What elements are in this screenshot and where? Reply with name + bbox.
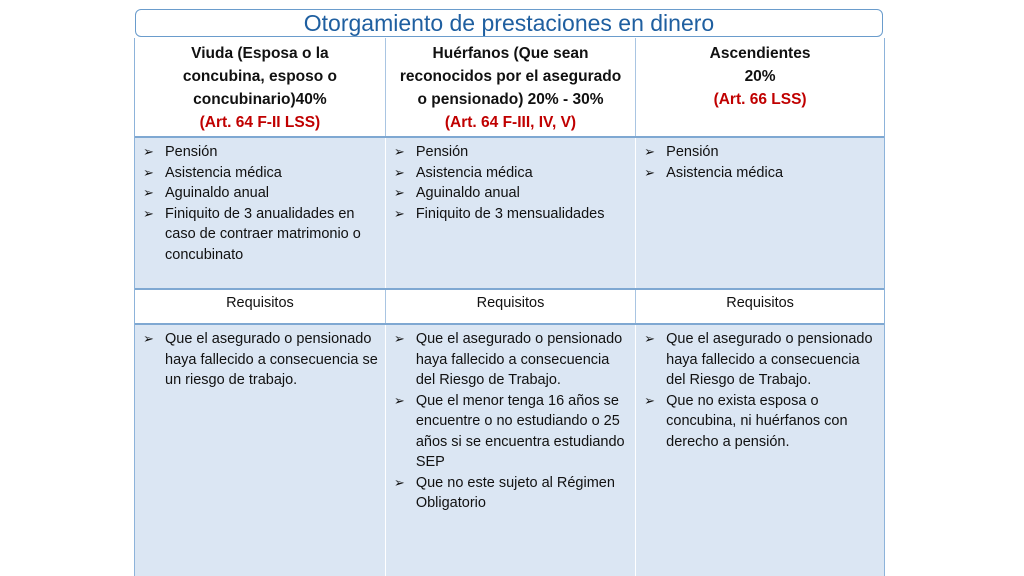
list-item: ➢ Pensión (141, 142, 379, 163)
arrow-bullet-icon: ➢ (644, 164, 656, 180)
list-item: ➢ Asistencia médica (141, 163, 379, 184)
benefits-cell-ascendientes (636, 137, 884, 289)
header-line: Huérfanos (Que sean (432, 45, 589, 62)
header-line: Viuda (Esposa o la (191, 45, 329, 62)
slide-title: Otorgamiento de prestaciones en dinero (135, 9, 883, 37)
benefits-list (392, 142, 629, 224)
requirements-label: Requisitos (636, 289, 884, 324)
arrow-bullet-icon: ➢ (393, 474, 405, 490)
list-item: ➢ Asistencia médica (642, 163, 878, 184)
list-item: ➢ Pensión (392, 142, 629, 163)
header-line: concubina, esposo o (182, 68, 337, 85)
benefits-list (141, 142, 379, 265)
arrow-bullet-icon: ➢ (143, 185, 154, 200)
requirements-cell-viuda (135, 324, 385, 576)
header-line: concubinario)40% (193, 91, 327, 108)
list-item: ➢ Que el menor tenga 16 años se encuentre o no estudiando o 25 años si se encuentra estudiando SEP (393, 392, 625, 470)
header-cell-ascendientes (636, 38, 884, 137)
benefits-row (135, 137, 884, 289)
arrow-bullet-icon: ➢ (393, 164, 405, 180)
arrow-bullet-icon: ➢ (393, 185, 405, 200)
list-item: ➢ Finiquito de 3 mensualidades (392, 204, 629, 225)
requirements-list (392, 329, 629, 514)
arrow-bullet-icon: ➢ (393, 205, 405, 221)
list-item: ➢ Que no exista esposa o concubina, ni huérfanos con derecho a pensión. (644, 392, 848, 450)
requirements-list (141, 329, 379, 391)
article-reference: (Art. 64 F-II LSS) (199, 114, 321, 131)
requirements-cell-huerfanos (385, 324, 635, 576)
requirements-label: Requisitos (135, 289, 385, 324)
header-cell-huerfanos (385, 38, 635, 137)
list-item: ➢ Aguinaldo anual (141, 183, 379, 204)
benefits-list (642, 142, 878, 183)
header-cell-viuda (135, 38, 385, 137)
list-item: ➢ Pensión (642, 142, 878, 163)
header-line: 20% (744, 68, 776, 85)
header-line: Ascendientes (709, 45, 811, 62)
requirements-list (642, 329, 878, 452)
benefits-table (134, 38, 885, 576)
arrow-bullet-icon: ➢ (644, 392, 656, 408)
arrow-bullet-icon: ➢ (143, 205, 154, 221)
article-reference: (Art. 64 F-III, IV, V) (444, 114, 577, 131)
arrow-bullet-icon: ➢ (393, 331, 405, 346)
list-item: ➢ Finiquito de 3 anualidades en caso de contraer matrimonio o concubinato (143, 205, 361, 263)
header-row (135, 38, 884, 137)
list-item: ➢ Aguinaldo anual (392, 183, 629, 204)
requirements-label-row (135, 289, 884, 324)
list-item: ➢ Que no este sujeto al Régimen Obligatorio (393, 474, 615, 511)
requirements-cell-ascendientes (636, 324, 884, 576)
requirements-label: Requisitos (385, 289, 635, 324)
benefits-cell-viuda (135, 137, 385, 289)
header-line: o pensionado) 20% - 30% (417, 91, 604, 108)
arrow-bullet-icon: ➢ (644, 144, 656, 159)
list-item: ➢ Asistencia médica (392, 163, 629, 184)
arrow-bullet-icon: ➢ (393, 392, 405, 408)
benefits-cell-huerfanos (385, 137, 635, 289)
list-item: ➢ Que el asegurado o pensionado haya fallecido a consecuencia del Riesgo de Trabajo. (644, 331, 873, 388)
arrow-bullet-icon: ➢ (644, 331, 656, 346)
arrow-bullet-icon: ➢ (143, 144, 154, 159)
article-reference: (Art. 66 LSS) (713, 91, 807, 108)
requirements-row (135, 324, 884, 576)
list-item: ➢ Que el asegurado o pensionado haya fallecido a consecuencia del Riesgo de Trabajo. (393, 331, 623, 388)
arrow-bullet-icon: ➢ (143, 164, 154, 180)
header-line: reconocidos por el asegurado (399, 68, 622, 85)
arrow-bullet-icon: ➢ (143, 331, 154, 346)
list-item: ➢ Que el asegurado o pensionado haya fallecido a consecuencia se un riesgo de trabajo. (143, 331, 378, 388)
arrow-bullet-icon: ➢ (393, 144, 405, 159)
